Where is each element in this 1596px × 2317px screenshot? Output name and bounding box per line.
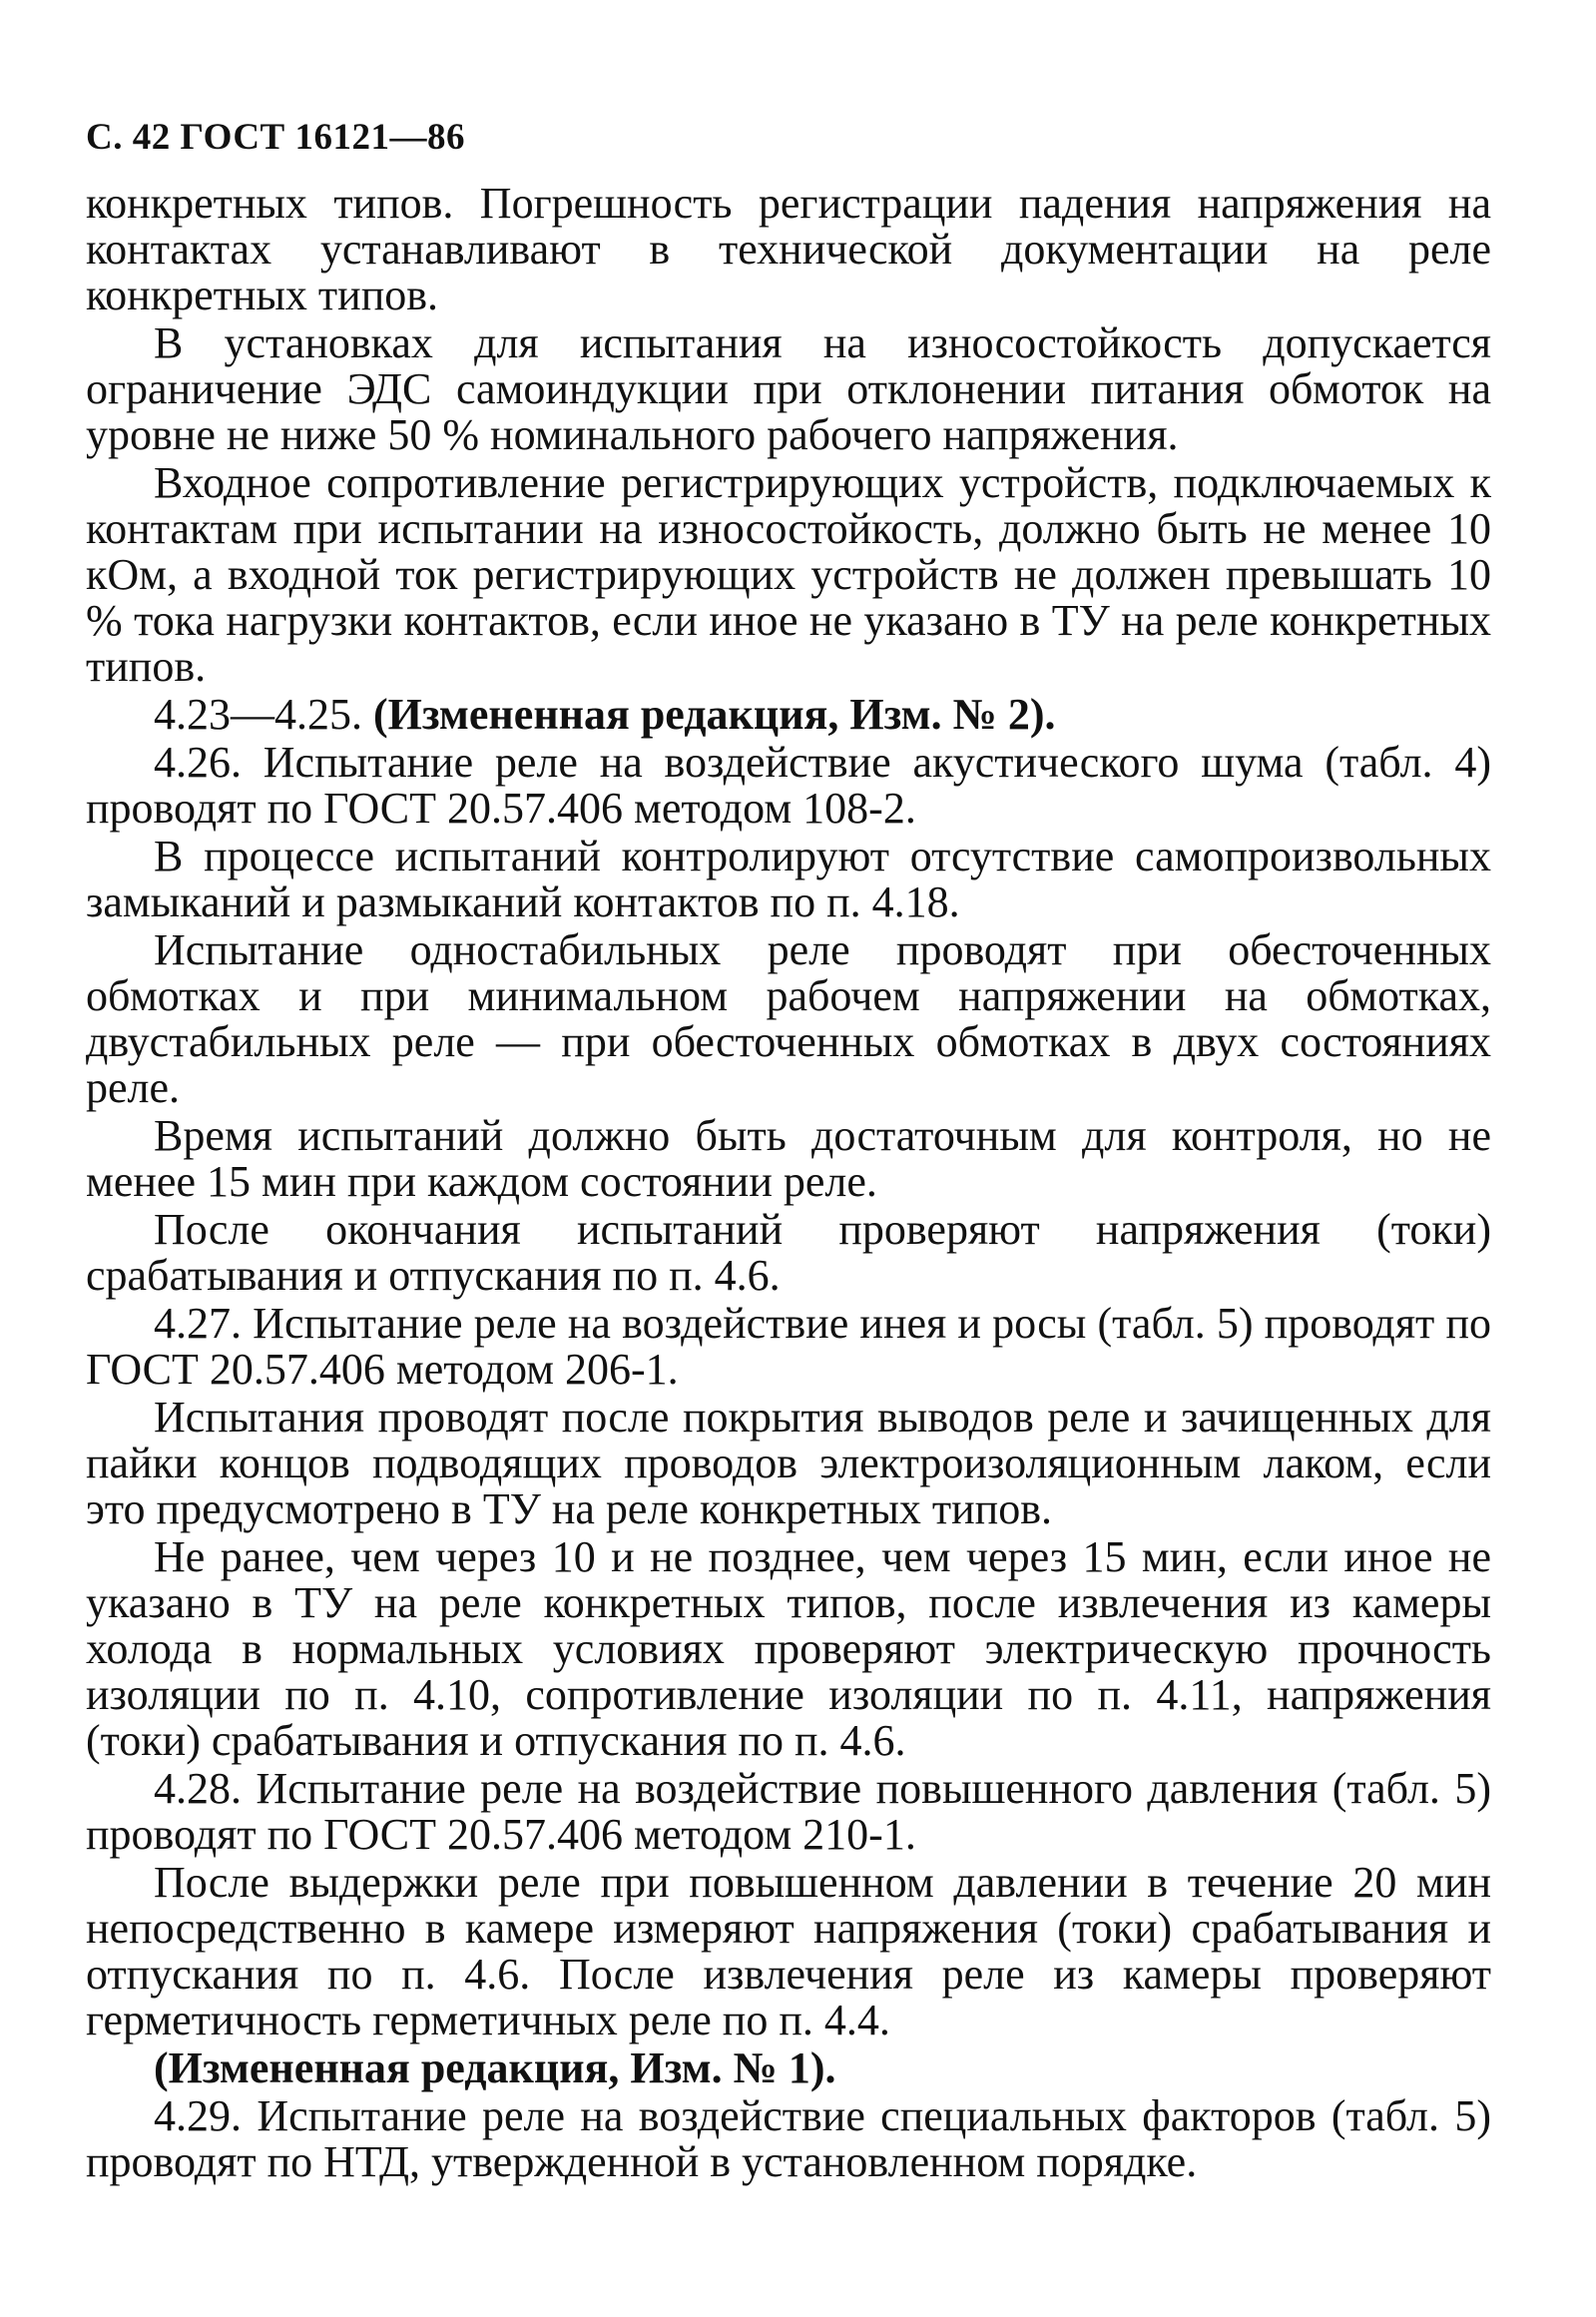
paragraph: Испытания проводят после покрытия выводов реле и зачищенных для пайки концов подводящих проводов электроизоляционным лаком, если это предусмотрено в ТУ на реле конкретных типов.	[86, 1393, 1491, 1533]
amendment-note: (Измененная редакция, Изм. № 1).	[154, 2043, 836, 2092]
paragraph: В установках для испытания на износостойкость допускается ограничение ЭДС самоиндукции при отклонении питания обмоток на уровне не ниже 50 % номинального рабочего напряжения.	[86, 318, 1491, 459]
clause-number: 4.23—4.25.	[154, 690, 362, 739]
document-page	[86, 115, 1491, 2185]
amendment-note	[86, 692, 1491, 738]
paragraph: 4.26. Испытание реле на воздействие акустического шума (табл. 4) проводят по ГОСТ 20.57.406 методом 108-2.	[86, 738, 1491, 833]
paragraph: После выдержки реле при повышенном давлении в течение 20 мин непосредственно в камере измеряют напряжения (токи) срабатывания и отпускания по п. 4.6. После извлечения реле из камеры проверяют герметичность герметичных реле по п. 4.4.	[86, 1858, 1491, 2044]
paragraph: Время испытаний должно быть достаточным для контроля, но не менее 15 мин при каждом состоянии реле.	[86, 1111, 1491, 1206]
paragraph: Входное сопротивление регистрирующих устройств, подключаемых к контактам при испытании на износостойкость, должно быть не менее 10 кОм, а входной ток регистрирующих устройств не должен превышать 10 % тока нагрузки контактов, если иное не указано в ТУ на реле конкретных типов.	[86, 458, 1491, 691]
paragraph: Испытание одностабильных реле проводят при обесточенных обмотках и при минимальном рабочем напряжении на обмотках, двустабильных реле — при обесточенных обмотках в двух состояниях реле.	[86, 925, 1491, 1112]
amendment-text: (Измененная редакция, Изм. № 2).	[373, 690, 1056, 739]
paragraph: В процессе испытаний контролируют отсутствие самопроизвольных замыканий и размыканий контактов по п. 4.18.	[86, 832, 1491, 926]
paragraph: 4.27. Испытание реле на воздействие инея и росы (табл. 5) проводят по ГОСТ 20.57.406 методом 206-1.	[86, 1299, 1491, 1394]
paragraph: 4.29. Испытание реле на воздействие специальных факторов (табл. 5) проводят по НТД, утвержденной в установленном порядке.	[86, 2091, 1491, 2186]
paragraph: конкретных типов. Погрешность регистрации падения напряжения на контактах устанавливают в технической документации на реле конкретных типов.	[86, 179, 1491, 319]
page-header: С. 42 ГОСТ 16121—86	[86, 117, 465, 158]
paragraph: Не ранее, чем через 10 и не позднее, чем через 15 мин, если иное не указано в ТУ на реле конкретных типов, после извлечения из камеры холода в нормальных условиях проверяют электрическую прочность изоляции по п. 4.10, сопротивление изоляции по п. 4.11, напряжения (токи) срабатывания и отпускания по п. 4.6.	[86, 1532, 1491, 1765]
paragraph: 4.28. Испытание реле на воздействие повышенного давления (табл. 5) проводят по ГОСТ 20.57.406 методом 210-1.	[86, 1764, 1491, 1859]
paragraph: После окончания испытаний проверяют напряжения (токи) срабатывания и отпускания по п. 4.6.	[86, 1205, 1491, 1300]
